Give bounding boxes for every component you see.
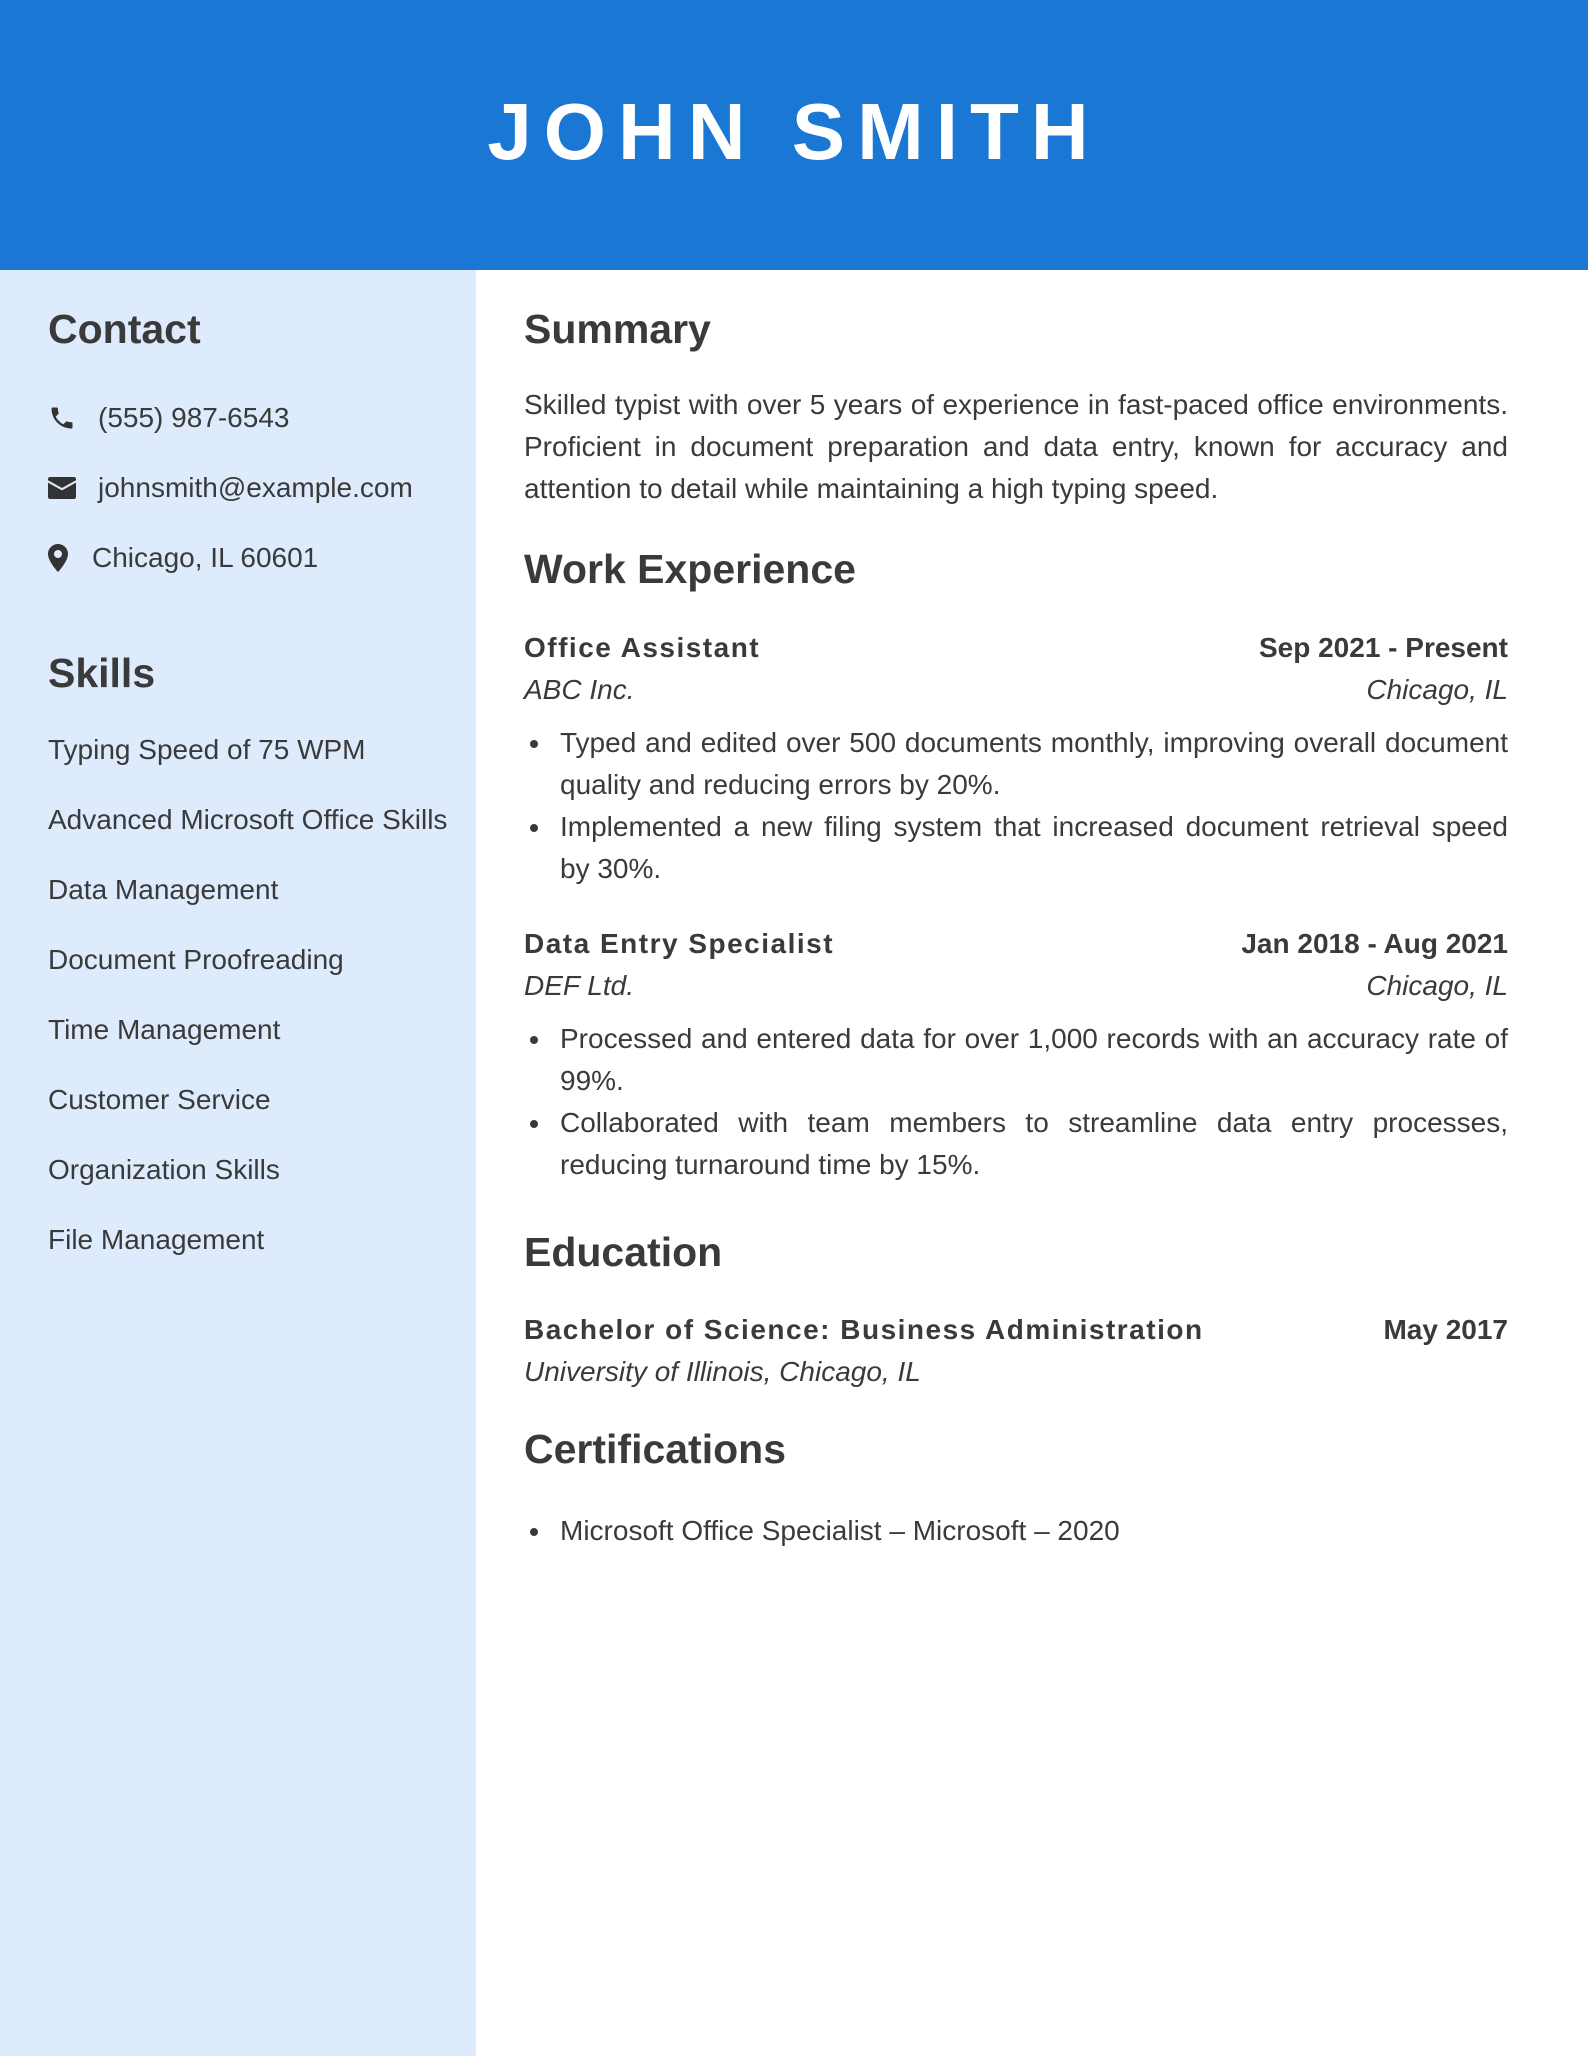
- skill-item: Customer Service: [48, 1084, 271, 1115]
- location-text: Chicago, IL 60601: [92, 542, 319, 573]
- job-subheader: [524, 674, 1508, 706]
- email-address: johnsmith@example.com: [98, 472, 413, 503]
- education-subheader: [524, 1356, 1508, 1388]
- job-company: DEF Ltd.: [524, 970, 634, 1001]
- contact-heading: Contact: [48, 306, 201, 352]
- skill-item: Data Management: [48, 874, 279, 905]
- list-item: Typed and edited over 500 documents monthly, improving overall document quality and reducing errors by 20%.: [524, 722, 1508, 806]
- job-location: Chicago, IL: [1366, 970, 1508, 1001]
- job-location: Chicago, IL: [1366, 674, 1508, 705]
- job-header: [524, 632, 1508, 664]
- list-item: Microsoft Office Specialist – Microsoft – 2020: [524, 1510, 1508, 1552]
- skill-item: Organization Skills: [48, 1154, 280, 1185]
- job-subheader: [524, 970, 1508, 1002]
- job-bullets: [524, 722, 1508, 890]
- phone-icon: [48, 402, 80, 434]
- degree-title: Bachelor of Science: Business Administration: [524, 1314, 1204, 1345]
- job-dates: Sep 2021 - Present: [1258, 632, 1508, 663]
- skill-item: Typing Speed of 75 WPM: [48, 734, 366, 765]
- main-content: [476, 270, 1588, 2056]
- work-experience-heading: Work Experience: [524, 546, 856, 592]
- graduation-date: May 2017: [1383, 1314, 1508, 1345]
- job-bullets: [524, 1018, 1508, 1186]
- candidate-name: JOHN SMITH: [487, 87, 1101, 176]
- skills-heading: Skills: [48, 650, 156, 696]
- job-title: Data Entry Specialist: [524, 928, 835, 959]
- certifications-list: [524, 1510, 1508, 1552]
- job-dates: Jan 2018 - Aug 2021: [1241, 928, 1508, 959]
- phone-number: (555) 987-6543: [98, 402, 290, 433]
- list-item: Collaborated with team members to streamline data entry processes, reducing turnaround time by 15%.: [524, 1102, 1508, 1186]
- contact-email: [48, 468, 413, 508]
- sidebar: [0, 270, 476, 2056]
- skill-item: File Management: [48, 1224, 265, 1255]
- school-name: University of Illinois, Chicago, IL: [524, 1356, 921, 1387]
- map-pin-icon: [48, 542, 74, 574]
- envelope-icon: [48, 472, 80, 504]
- education-header: [524, 1314, 1508, 1346]
- skill-item: Time Management: [48, 1014, 281, 1045]
- job-title: Office Assistant: [524, 632, 761, 663]
- skill-item: Document Proofreading: [48, 944, 344, 975]
- education-heading: Education: [524, 1229, 723, 1275]
- job-header: [524, 928, 1508, 960]
- list-item: Processed and entered data for over 1,000 records with an accuracy rate of 99%.: [524, 1018, 1508, 1102]
- skill-item: Advanced Microsoft Office Skills: [48, 804, 448, 835]
- certifications-heading: Certifications: [524, 1426, 786, 1472]
- list-item: Implemented a new filing system that increased document retrieval speed by 30%.: [524, 806, 1508, 890]
- contact-phone: [48, 398, 289, 438]
- summary-heading: Summary: [524, 306, 711, 352]
- summary-text: Skilled typist with over 5 years of experience in fast-paced office environments. Proficient in document preparation and data entry, known for accuracy and attention to detail while maintaining a high typing speed.: [524, 389, 1508, 504]
- resume-header: [0, 0, 1588, 270]
- job-company: ABC Inc.: [524, 674, 635, 705]
- contact-location: [48, 538, 318, 578]
